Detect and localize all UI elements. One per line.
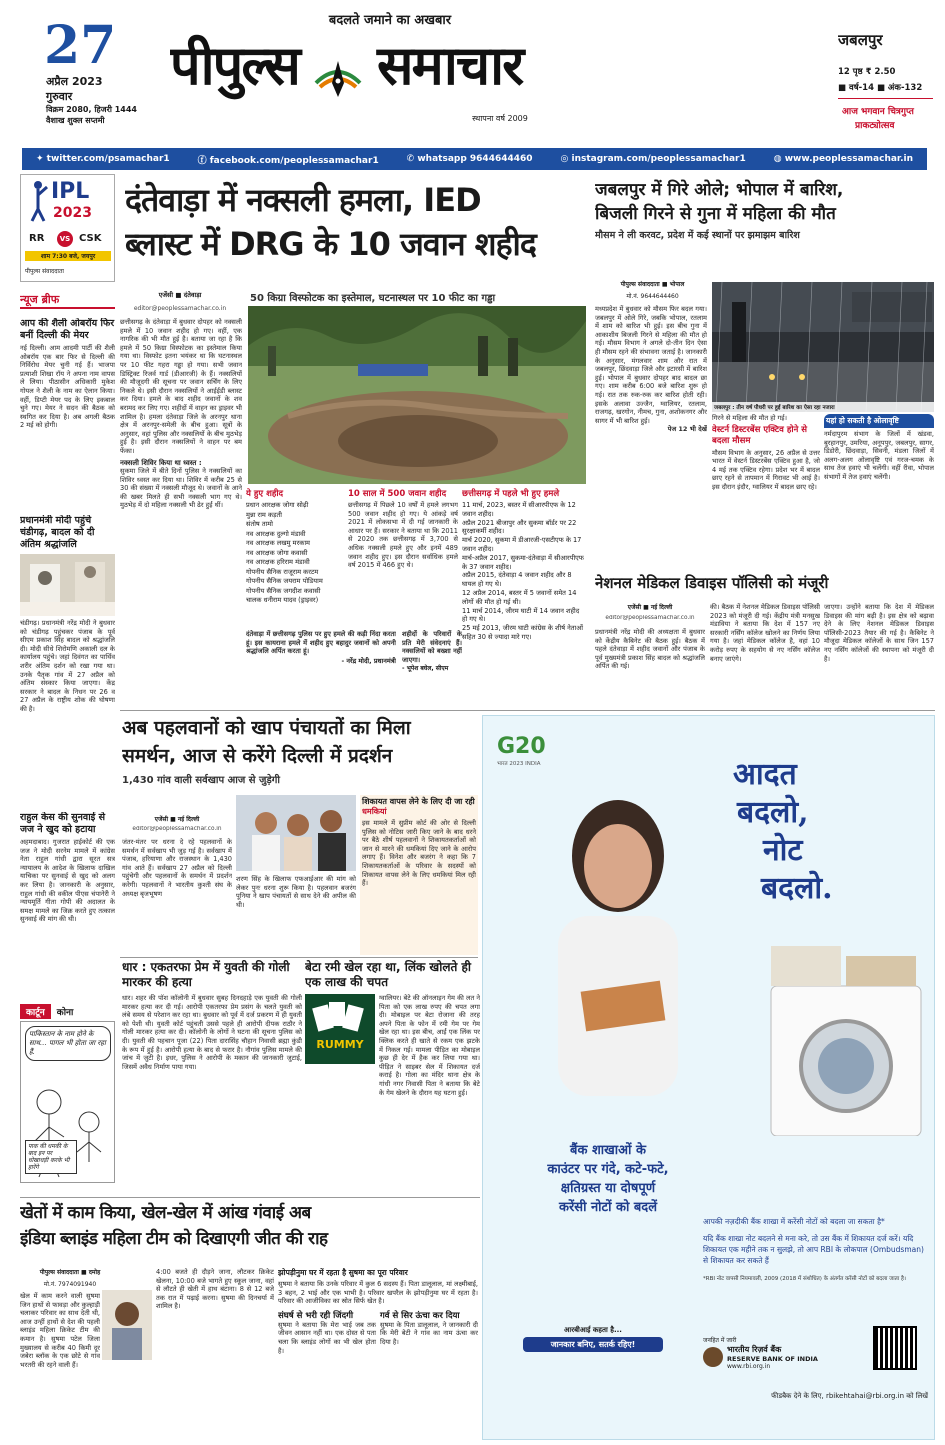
lead-credit: एजेंसी ■ दंतेवाड़ा [158,291,202,299]
struggle-subhead: संघर्ष से भरी रही जिंदगी [278,1310,354,1321]
lead-headline-line1: दंतेवाड़ा में नक्सली हमला, IED [125,181,481,219]
rbi-says-box: आरबीआई कहता है... जानकार बनिए, सतर्क रहिए! [523,1326,663,1376]
previous-attacks-title: छत्तीसगढ़ में पहले भी हुए हमले [462,489,560,499]
wrestlers-email: editor@peoplessamachar.co.in [132,826,222,832]
ad-footnote: *RBI नोट वापसी नियमावली, 2009 (2018 में संशोधित) के अंतर्गत करेंसी नोटों को बदला जाता है। [703,1276,906,1282]
weather-body: मध्यप्रदेश में बुधवार को मौसम फिर बदल गया। जबलपुर में ओले गिरे, जबकि भोपाल, रतलाम में शाम को बारिश भी हुई। इस बीच गुना में आकाशीय बिजली गिरने से महिला की मौत हो गई। मौसम विभाग ने अगले दो-तीन दिन ऐसा ही मौसम रहने की संभावना जताई है। जानकारी के अनुसार, मंगलवार शाम और रात में जबलपुर, छिंदवाड़ा जिले और इटारसी में बारिश हुई। भोपाल में बुधवार दोपहर बाद बादल छा गए। शाम करीब 6:00 बजे बारिश शुरू हो गई। रात तक रुक-रुक कर बारिश होती रही। इसके अलावा उज्जैन, ग्वालियर, रतलाम, राजगढ़, खरगोन, नीमच, गुना, अशोकनगर और सागर में भी बारिश हुई। पेज 12 भी देखें [595,305,707,434]
family-box: झोपड़ीनुमा घर में रहता है सुषमा का पूरा परिवार सुषमा ने बताया कि उनके परिवार में कुल 6 सदस्य हैं। पिता डालूलाल, मां लक्ष्मीबाई, 3 बहन, 2 भाई और एक भाभी है। परिवार खपरैल के झोपड़ीनुमा घर में रहता है। परिवार की आजीविका का स्रोत सिर्फ खेत है। संघर्ष से भरी रही जिंदगी सुषमा ने बताया कि मेरा भाई जब तक जीवन आसान नहीं था। एक दोस्त से पता चला कि ब्लाइंड लोगों का भी खेल होता है। गर्व से सिर ऊंचा कर दिया सुषमा के पिता डालूलाल, ने जानकारी दी कि मेरी बेटी ने गांव का नाम ऊंचा कर दिया है। [278,1268,478,1355]
wrestlers-body: जंतर-मंतर पर धरना दे रहे पहलवानों के समर्थन में सर्वखाप भी जुड़ गई है। सर्वखाप में पंजाब, हरियाणा और राजस्थान के 1,430 गांव आते हैं। सर्वखाप 27 अप्रैल को दिल्ली पहुंचेगी और पहलवानों के समर्थन में प्रदर्शन करेगी। पहलवानों ने भारतीय कुश्ती संघ के अध्यक्ष बृजभूषण [122,838,232,898]
lead-subhead: 50 किग्रा विस्फोटक का इस्तेमाल, घटनास्थल पर 10 फीट का गड्ढा [250,293,496,304]
badal-tribute-photo [20,554,115,616]
attack-item: मार्च 2020, सुकमा में डीआरजी-एसटीएफ के 17 जवान शहीद। [462,536,582,553]
brief-2 [20,515,115,805]
blind-body: खेल में काम करने वाली सुषमा जिन हाथों से फावड़ा और कुल्हाड़ी चलाकर परिवार का साथ देती थी, आज उन्हीं हाथों से देश की पहली ब्लाइंड महिला क्रिकेट टीम की कमान है। सुषमा पटेल जिला मुख्यालय से करीब 40 किमी दूर जबेरा ब्लॉक के एक छोटे से गांव भरतरी की रहने वाली हैं। [20,1292,100,1369]
date-box [20,20,140,140]
rummy-body: ग्वालियर। बेटे की ऑनलाइन गेम की लत ने पिता को एक लाख रुपए की चपत लगा दी। मोबाइल पर बेटा रोजाना की तरह अपने पिता के फोन में रमी गेम पर गेम खेल रहा था। इस बीच, आईं एक लिंक पर क्लिक करते ही खाते से रकम एक झटके में निकल गई। मामला पीड़ित का मोबाइल कुछ ही देर में हैक कर लिया गया था। पीड़ित ने साइबर सेल में शिकायत दर्ज कराई है। गोला का मंदिर थाना क्षेत्र के गांधी नगर निवासी पिता ने बताया कि बेटे के गेम खेलने के दौरान यह घटना हुई। [379,994,480,1097]
weather-headline-line2: बिजली गिरने से गुना में महिला की मौत [595,204,836,224]
facebook-link[interactable]: ⓕ facebook.com/peoplessamachar1 [197,155,379,166]
martyr-item: नव आरक्षक लखमु मरकाम [246,539,311,547]
rbi-advertisement[interactable] [482,715,935,1440]
ad-message: बैंक शाखाओं के काउंटर पर गंदे, कटे-फटे, क्षतिग्रस्त या दोषपूर्ण करेंसी नोटों को बदलें [547,1143,669,1215]
whatsapp-link[interactable]: ✆ whatsapp 9644644460 [406,154,533,164]
tagline: बदलते जमाने का अखबार [328,13,452,28]
lead-body-subhead: नक्सली शिविर किया था ध्वस्त : [120,458,202,467]
wrestlers-credit: एजेंसी ■ नई दिल्ली [154,816,200,823]
weather-continue: पेज 12 भी देखें [667,425,707,434]
rbi-emblem-icon [703,1347,723,1367]
pen-logo-icon [310,53,366,107]
martyr-item: प्रधान आरक्षक जोगा सोढ़ी [246,501,309,509]
qr-code-icon[interactable] [873,1326,917,1370]
martyr-item: मुन्ना राम कड़ती [246,510,283,519]
ten-years-body: छत्तीसगढ़ में पिछले 10 वर्षों में हमले लगभग 500 जवान शहीद हो गए। ये आंकड़े वर्ष 2021 में लोकसभा में दी गई जानकारी के आधार पर हैं। सरकार ने बताया था कि 2011 से 2020 तक छत्तीसगढ़ में 3,700 से अधिक नक्सली हमले हुए और इनमें 489 जवान शहीद हुए। इस दौरान सर्वाधिक हमले वर्ष 2015 में 466 हुए थे। [348,501,458,570]
jabalpur-rain-photo [712,282,934,412]
rbi-logo: जनहित में जारी भारतीय रिज़र्व बैंक RESERVE BANK OF INDIA www.rbi.org.in [703,1337,818,1370]
ad-slogan: आदत बदलो, नोट बदलो. [733,757,833,906]
ad-feedback: फीडबैक देने के लिए, rbikehtahai@rbi.org.in को लिखें [771,1392,928,1400]
ad-bullet-1: आपकी नज़दीकी बैंक शाखा में करेंसी नोटों को बदला जा सकता है* [703,1217,885,1226]
blind-cricket-headline-line2: इंडिया ब्लाइंड महिला टीम को दिखाएगी जीत की राह [20,1229,328,1249]
attack-item: अप्रैल 2015, दंतेवाड़ा 4 जवान शहीद और 8 घायल हो गए थे। [462,571,572,589]
g20-logo: G20 भारत 2023 INDIA [497,734,546,767]
weather-subhead: मौसम ने ली करवट, प्रदेश में कई स्थानों पर झमाझम बारिश [595,230,800,241]
modi-quote-by: - नरेंद्र मोदी, प्रधानमंत्री [341,656,396,665]
team1: RR [29,233,45,244]
dhar-murder-headline: धार : एकतरफा प्रेम में युवती की गोली मारकर की हत्या [122,960,290,989]
brief-2-body: चंडीगढ़। प्रधानमंत्री नरेंद्र मोदी ने बुधवार को चंडीगढ़ पहुंचकर पंजाब के पूर्व सीएम प्रकाश सिंह बादल को श्रद्धांजलि दी। मोदी सीधे शिरोमणि अकाली दल के कार्यालय पहुंचे। जहां दिवंगत का पार्थिव शरीर अंतिम दर्शन को रखा गया था। उनके पैतृक गांव में 27 अप्रैल को अंतिम संस्कार किया जाएगा। केंद्र सरकार ने बादल के निधन पर 26 व 27 अप्रैल के राष्ट्रीय शोक की घोषणा की है। [20,619,115,713]
attack-item: 12 अप्रैल 2014, बस्तर में 5 जवानों समेत 14 लोगों की मौत हो गई थी। [462,588,577,606]
blast-site-photo [248,306,586,484]
martyr-item: गोपनीय सैनिक राजूराम करटम [246,567,319,576]
match-time: शाम 7:30 बजे, जयपुर [25,251,111,261]
ipl-year: 2023 [53,205,92,221]
weather-headline-line1: जबलपुर में गिरे ओले; भोपाल में बारिश, [595,180,844,200]
tithi: वैशाख शुक्ल सप्तमी [46,116,105,125]
lead-body: छत्तीसगढ़ के दंतेवाड़ा में बुधवार दोपहर को नक्सली हमले में 10 जवान शहीद हो गए। वहीं, एक नागरिक की भी मौत हुई है। बताया जा रहा है कि हमले में 50 किग्रा विस्फोटक का इस्तेमाल किया गया था। विस्फोट इतना भयंकर था कि घटनास्थल पर 10 फीट गहरा गड्ढा हो गया। सभी जवान डिस्ट्रिक्ट रिजर्व गार्ड (डीआरजी) के हैं। नक्सलियों की मौजूदगी की सूचना पर जवान सर्चिंग के लिए निकले थे। इसी दौरान नक्सलियों ने आईईडी ब्लास्ट कर दिया। हमले के बाद शहीद जवानों के शव बरामद कर लिए गए। शहीदों में वाहन का ड्राइवर भी शामिल है। हमला दंतेवाड़ा जिले के अरनपुर थाना क्षेत्र में अरनपुर-समेली के बीच हुआ। सूत्रों के अनुसार, वहां पुलिस और नक्सलियों के बीच मुठभेड़ हुई है। इसी दौरान नक्सलियों ने वाहन पर बम फेंका। नक्सली शिविर किया था ध्वस्त : सुकमा जिले में बीते दिनों पुलिस ने नक्सलियों का शिविर ध्वस्त कर दिया था। शिविर में करीब 25 से 30 की संख्या में नक्सली मौजूद थे। जवानों के आने की खबर मिलते ही सभी नक्सली भाग गए थे। मुठभेड़ में दो महिला नक्सली भी ढेर हुईं थीं। [120,318,242,510]
martyr-item: चालक धनीराम यादव (ड्राइवर) [246,596,319,604]
family-box-title: झोपड़ीनुमा घर में रहता है सुषमा का पूरा परिवार [278,1268,408,1277]
festival-line1: आज भगवान चित्रगुप्त [842,107,914,117]
wrestlers-headline-line1: अब पहलवानों को खाप पंचायतों का मिला [122,717,411,739]
martyr-item: नव आरक्षक जोगा कवासी [246,548,308,557]
samvat: विक्रम 2080, हिजरी 1444 [46,105,137,114]
pride-subhead: गर्व से सिर ऊंचा कर दिया [380,1310,460,1321]
hailstorm-title: यहां हो सकती है ओलावृष्टि [824,414,934,428]
cartoon-bubble-1: पाकिस्तान के नाम होने के साथ... पागल भी होता जा रहा हैं. [25,1026,111,1061]
brief-2-title: प्रधानमंत्री मोदी पहुंचे चंडीगढ़, बादल को दी अंतिम श्रद्धांजलि [20,515,95,550]
paper-name-left: पीपुल्स [170,34,299,97]
ipl-label: IPL [51,179,90,204]
previous-attacks-box [462,488,586,704]
team2: CSK [79,233,102,244]
whatsapp-icon: ✆ [406,154,418,164]
brief-1 [20,318,115,508]
blind-cricket-headline [20,1200,480,1252]
pages-price: 12 पृष्ठ ₹ 2.50 [838,67,896,77]
weather-body-2: गिरने से महिला की मौत हो गई। वेस्टर्न डिस्टरबेंस एक्टिव होने से बदला मौसम मौसम विभाग के अनुसार, 26 अप्रैल से उत्तर भारत में वेस्टर्न डिस्टरबेंस एक्टिव हुआ है, जो 4 मई तक एक्टिव रहेगा। प्रदेश भर में बादल छाए रहने से तापमान में गिरावट भी आई है। इस दौरान इंदौर, ग्वालियर में बादल छाए रहे। [712,414,820,491]
blind-mobile: मो.नं. 7974091940 [43,1281,97,1288]
medical-headline: नेशनल मेडिकल डिवाइस पॉलिसी को मंजूरी [595,574,829,592]
attack-item: 11 मार्च, 2023, बस्तर में सीआरपीएफ के 12 जवान शहीद। [462,501,576,518]
wrestlers-headline-line2: समर्थन, आज से करेंगे दिल्ली में प्रदर्शन [122,745,393,767]
date-day: 27 [44,20,117,76]
ipl-box [20,174,115,282]
dhar-murder-story [122,960,302,1195]
baghel-quote: शहीदों के परिवारों के प्रति मेरी संवेदनाएं हैं। नक्सलियों को बख्शा नहीं जाएगा। - भूपेश बघेल, सीएम [402,630,462,673]
medical-col2: की। बैठक में नेशनल मेडिकल डिवाइस पॉलिसी 2023 को मंजूरी दी गई। केंद्रीय मंत्री मनसुख मंडाविया ने बताया कि देश में 157 नए सरकारी नर्सिंग कॉलेज खोलने का निर्णय लिया गया है। जहां मेडिकल कॉलेज है, वहां 10 करोड़ रुपए के सहयोग से नए नर्सिंग कॉलेज बनाए जाएंगे। [710,603,820,663]
blind-credit: पीपुल्स संवाददाता ■ दमोह [39,1269,101,1276]
washing-machine-illustration [751,946,931,1136]
instagram-link[interactable]: ◎ instagram.com/peoplessamachar1 [560,154,746,164]
brief-3 [20,812,115,1002]
weekday: गुरुवार [46,90,73,103]
volume: ■ वर्ष-14 ■ अंक-132 [838,83,923,93]
baghel-quote-by: - भूपेश बघेल, सीएम [402,665,449,673]
weather-mobile: मो.नं. 9644644460 [626,293,679,300]
twitter-icon: ✦ [35,154,47,164]
woman-with-note-illustration [513,786,723,1096]
cartoon-corner: कोना [56,1008,74,1018]
ad-bullet-2: यदि बैंक शाखा नोट बदलने से मना करे, तो उस बैंक में शिकायत दर्ज करें। यदि शिकायत एक महीने तक न सुलझे, तो आप RBI के लोकपाल (Ombudsman) से शिकायत कर सकते हैं [703,1234,924,1265]
cricket-player-icon [27,179,49,223]
vs-badge: VS [57,231,73,247]
paper-name [170,26,810,106]
weather-credit: पीपुल्स संवाददाता ■ भोपाल [620,281,685,288]
instagram-icon: ◎ [560,154,572,164]
rummy-label: RUMMY [316,1038,364,1051]
masthead [0,0,945,146]
cartoon-label: कार्टून [20,1004,51,1019]
globe-icon: ◍ [773,154,785,164]
attack-item: मार्च-अप्रैल 2017, सुकमा-दंतेवाड़ा में सीआरपीएफ के 37 जवान शहीद। [462,553,584,571]
twitter-link[interactable]: ✦ twitter.com/psamachar1 [35,154,170,164]
martyr-item: नव आरक्षक हरिराम मंडावी [246,558,310,566]
martyr-item: गोपनीय सैनिक जगदीश कवासी [246,586,321,595]
briefs-label: न्यूज ब्रीफ [20,292,115,309]
weather-headline [595,178,935,241]
lead-email: editor@peoplessamachar.co.in [133,305,227,312]
ad-bullets [703,1216,928,1283]
social-bar [22,148,927,170]
brief-1-body: नई दिल्ली। आम आदमी पार्टी की शैली ओबरॉय एक बार फिर से दिल्ली की निर्विरोध मेयर चुनी गई हैं। भाजपा प्रत्याशी शिखा रॉय ने अपना नाम वापस ले लिया। पीठासीन अधिकारी मुकेश गोयल ने शैली के नाम का ऐलान किया। वहीं, डिप्टी मेयर पद के लिए इकबाल चुने गए। मेयर ने सदन की बैठक को स्थगित कर दिया है। अब अगली बैठक 2 मई को होगी। [20,344,115,430]
medical-col3: जाएगा। उन्होंने बताया कि देश में मेडिकल डिवाइस की मांग बढ़ी है। इस क्षेत्र को बढ़ावा देने के लिए नेशनल मेडिकल डिवाइस पॉलिसी-2023 तैयार की गई है। कैबिनेट ने मौजूदा मेडिकल कॉलेजों के साथ जिन 157 नए नर्सिंग कॉलेजों की स्थापना को मंजूरी दी है। [824,603,934,663]
wrestlers-protest-photo [236,795,356,871]
ten-years-title: 10 साल में 500 जवान शहीद [348,489,447,499]
blind-body-2: 4:00 बजते ही दौड़ने जाना, लौटकर क्रिकेट खेलना, 10:00 बजे भागते हुए स्कूल जाना, वहां से लौटते ही खेती में हाथ बंटाना। 8 से 12 बजे तक रात में पढ़ाई करना। सुषमा की दिनचर्या में शामिल है। [156,1268,274,1311]
lead-headline-line2: ब्लास्ट में DRG के 10 जवान शहीद [125,225,536,263]
cartoon-box [20,1004,115,1184]
martyr-item: संतोष तामो [246,520,273,528]
city: जबलपुर [838,31,883,49]
martyrs-list [246,501,346,606]
brief-1-title: आप की शैली ओबरॉय फिर बनीं दिल्ली की मेयर [20,318,115,341]
hailstorm-box: यहां हो सकती है ओलावृष्टि नर्मदापुरम संभाग के जिलों में खंडवा, बुरहानपुर, उमरिया, अनूपपुर, जबलपुर, सागर, डिंडोरी, छिंदवाड़ा, सिवनी, मंडला जिलों में अलग-अलग ओलावृष्टि एवं गरज-चमक के साथ तेज हवाएं भी चलेंगी। वहीं रीवा, भोपाल संभागों में तेज हवाएं चलेंगी। [824,416,934,481]
sushma-photo [102,1290,152,1360]
lead-headline [125,178,585,283]
threats-box: शिकायत वापस लेने के लिए दी जा रही धमकियां इस मामले में सुप्रीम कोर्ट की ओर से दिल्ली पुलिस को नोटिस जारी किए जाने के बाद धरने पर बैठे शीर्ष पहलवानों ने शिकायतकर्ताओं को जान से मारने की धमकियां दिए जाने के आरोप लगाए हैं। विनेश और बजरंग ने कहा कि 7 शिकायतकर्ताओं के परिवार के सदस्यों को शिकायत वापस लेने के लिए धमकियां मिल रही हैं। [360,795,478,955]
festival-line2: प्राकट्योत्सव [855,121,895,131]
blind-cricket-headline-line1: खेतों में काम किया, खेल-खेल में आंख गंवाई अब [20,1203,311,1223]
modi-quote: दंतेवाड़ा में छत्तीसगढ़ पुलिस पर हुए हमले की कड़ी निंदा करता हूं। इस कायराना हमले में शहीद हुए बहादुर जवानों को अपनी श्रद्धांजलि अर्पित करता हूं। - नरेंद्र मोदी, प्रधानमंत्री [246,630,396,665]
wrestlers-subhead: 1,430 गांव वाली सर्वखाप आज से जुड़ेगी [122,775,280,786]
facebook-icon: ⓕ [197,155,210,166]
threats-title: शिकायत वापस लेने के लिए दी जा रही धमकियां [362,797,475,816]
western-disturbance-subhead: वेस्टर्न डिस्टरबेंस एक्टिव होने से बदला मौसम [712,424,808,446]
attack-item: 25 मई 2013, जीरम घाटी कांग्रेस के शीर्ष नेताओं सहित 30 से ज्यादा मारे गए। [462,624,583,641]
medical-email: editor@peoplessamachar.co.in [605,615,695,621]
previous-attacks-list [462,501,586,642]
brief-3-title: राहुल केस की सुनवाई से जज ने खुद को हटाया [20,812,106,835]
brief-3-body: अहमदाबाद। गुजरात हाईकोर्ट की एक जज ने मोदी सरनेम मामले में कांग्रेस नेता राहुल गांधी द्वारा सूरत सत्र न्यायालय के आदेश के खिलाफ दाखिल याचिका पर सुनवाई से खुद को अलग कर लिया है। जानकारी के अनुसार, राहुल गांधी की वकील पीएस चंपानेरी ने न्यायमूर्ति गीता गोपी की अदालत के समक्ष मामले का जिक्र करते हुए तत्काल सुनवाई की मांग की थी। [20,838,115,924]
rummy-headline: बेटा रमी खेल रहा था, लिंक खोलते ही एक लाख की चपत [305,960,471,989]
rummy-game-image [305,994,375,1064]
ipl-credit: पीपुल्स संवाददाता [25,268,64,275]
paper-name-right: समाचार [377,34,523,97]
cartoon-drawing [20,1021,115,1183]
martyrs-title: ये हुए शहीद [246,489,284,499]
rain-photo-caption: जबलपुर : तीन वर्ष पौधरी पर हुई बारिश का ऐसा रहा नजारा [712,402,934,412]
date-month: अप्रैल 2023 [46,75,103,88]
medical-credit: एजेंसी ■ नई दिल्ली [627,604,673,611]
established: स्थापना वर्ष 2009 [472,114,528,123]
wrestlers-headline [122,714,477,786]
rummy-story [305,960,480,1195]
ten-years-box [348,488,458,628]
medical-col1: प्रधानमंत्री नरेंद्र मोदी की अध्यक्षता में बुधवार को केंद्रीय कैबिनेट की बैठक हुई। बैठक में पहले दंतेवाड़ा में शहीद जवानों और पंजाब के पूर्व मुख्यमंत्री प्रकाश सिंह बादल को श्रद्धांजलि अर्पित की गई। [595,628,705,671]
martyrs-box [246,488,346,628]
wrestlers-body-2: शरण सिंह के खिलाफ एफआईआर की मांग को लेकर पुनः धरना शुरू किया है। पहलवान बजरंग पूनिया ने खाप पंचायतों से साथ देने की अपील की थी। [236,875,356,909]
website-link[interactable]: ◍ www.peoplessamachar.in [773,154,913,164]
martyr-item: गोपनीय सैनिक जयराम पोडियाम [246,577,323,585]
cartoon-bubble-2: पाक की धमकी के बाद इन पर धोखाधड़ी करके भी हारेंगे [25,1140,77,1174]
attack-item: 11 मार्च 2014, जीरम घाटी में 14 जवान शहीद हो गए थे। [462,606,580,624]
dhar-murder-body: धार। शहर की पॉश कॉलोनी में बुधवार सुबह दिनदहाड़े एक युवती की गोली मारकर हत्या कर दी गई। आरोपी एकतरफा प्रेम प्रसंग के चलते युवती को लंबे समय से परेशान कर रहा था। बुधवार को पूर्व में दर्ज प्रकरण में ही युवती को पेशी थी। युवती कोर्ट पहुंचती उससे पहले ही आरोपी दीपक राठौर ने गोली मारकर हत्या कर दी। कॉलोनी के लोगों ने घटना की सूचना पुलिस को दी। युवती की पहचान पूजा (22) पिता दारासिंह चौहान निवासी ब्रह्मा कुंडी के रूप में हुई है। आरोपी हत्या के बाद से फरार है। नौगांव पुलिस मामले की जांच में जुटी है। इधर, पुलिस ने आरोपी के मकान की जानकारी जुटाई, जिसमें अवैध निर्माण पाया गया। [122,994,302,1071]
martyr-item: नव आरक्षक दुल्गो मंडावी [246,529,306,538]
attack-item: अप्रैल 2021 बीजापुर और सुकमा बॉर्डर पर 22 सुरक्षाकर्मी शहीद। [462,518,577,536]
